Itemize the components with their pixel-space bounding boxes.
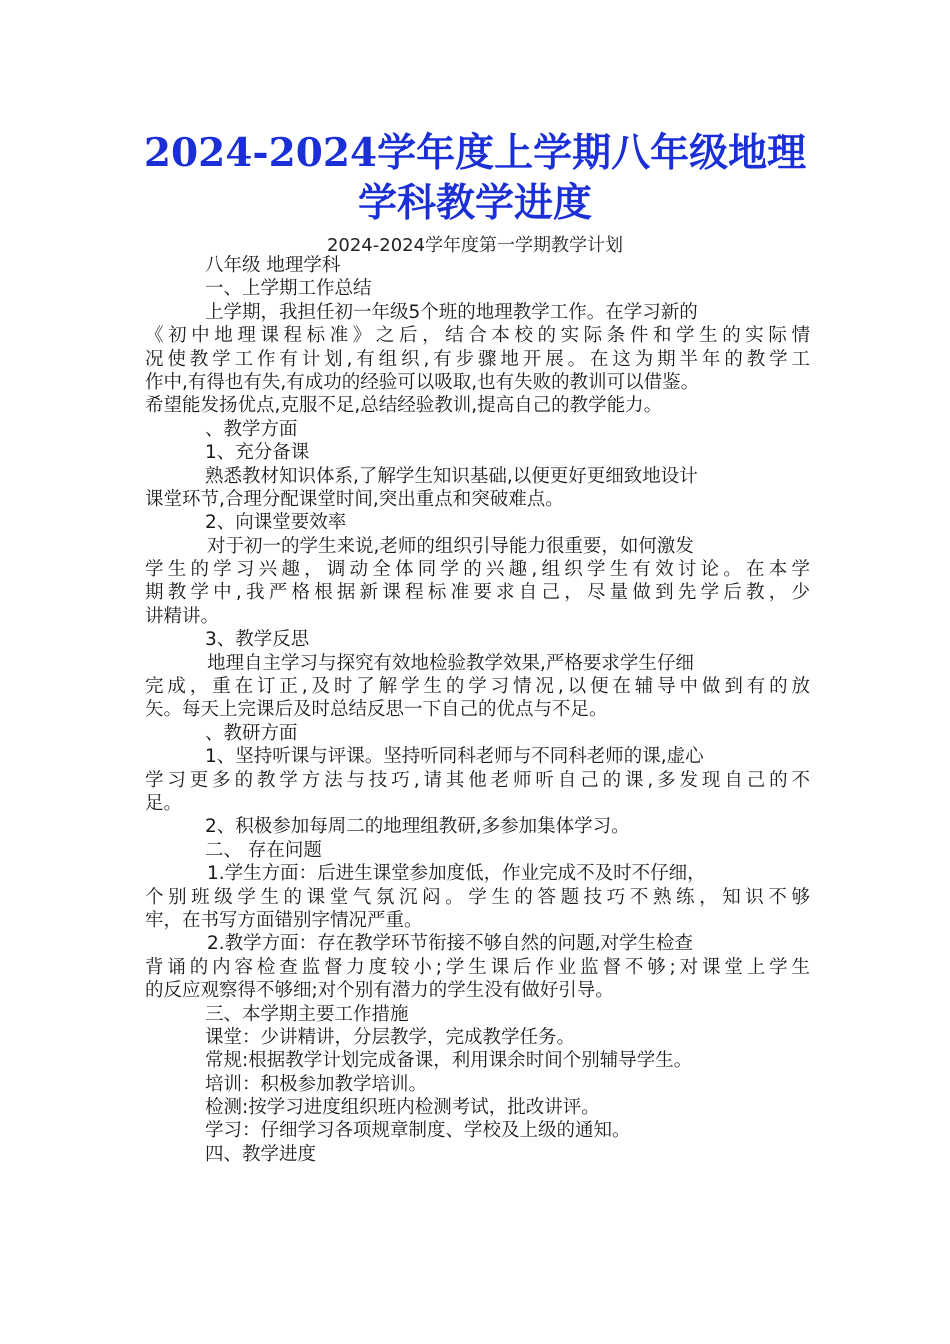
paragraph-line: 学生的学习兴趣，调动全体同学的兴趣,组织学生有效讨论。在本学 <box>145 559 810 581</box>
subsection-heading: 、教研方面 <box>205 722 298 744</box>
paragraph-line: 地理自主学习与探究有效地检验教学效果,严格要求学生仔细 <box>207 652 694 674</box>
paragraph-line: 足。 <box>145 792 183 814</box>
paragraph-line: 上学期，我担任初一年级5个班的地理教学工作。在学习新的 <box>205 301 698 323</box>
paragraph-line: 熟悉教材知识体系,了解学生知识基础,以便更好更细致地设计 <box>205 465 698 487</box>
paragraph-line: 1、坚持听课与评课。坚持听同科老师与不同科老师的课,虚心 <box>205 746 704 768</box>
measure-line: 课堂：少讲精讲，分层教学，完成教学任务。 <box>205 1026 576 1048</box>
section-heading-1: 一、上学期工作总结 <box>205 278 372 300</box>
paragraph-line: 期教学中,我严格根据新课程标准要求自己，尽量做到先学后教，少 <box>145 582 810 604</box>
paragraph-line: 对于初一的学生来说,老师的组织引导能力很重要，如何激发 <box>207 535 694 557</box>
document-body <box>145 254 810 1166</box>
paragraph-line: 牢，在书写方面错别字情况严重。 <box>145 909 423 931</box>
paragraph-line: 个别班级学生的课堂气氛沉闷。学生的答题技巧不熟练，知识不够 <box>145 886 810 908</box>
measure-line: 培训：积极参加教学培训。 <box>205 1073 428 1095</box>
paragraph-line: 2、积极参加每周二的地理组教研,多参加集体学习。 <box>205 816 630 838</box>
item-heading: 2、向课堂要效率 <box>205 512 347 534</box>
item-heading: 1、充分备课 <box>205 442 310 464</box>
section-heading-3: 三、本学期主要工作措施 <box>205 1003 409 1025</box>
paragraph-line: 《初中地理课程标准》之后，结合本校的实际条件和学生的实际情 <box>145 325 810 347</box>
section-heading-2: 二、 存在问题 <box>205 839 322 861</box>
paragraph-line: 况使教学工作有计划,有组织,有步骤地开展。在这为期半年的教学工 <box>145 348 810 370</box>
paragraph-line: 1.学生方面：后进生课堂参加度低，作业完成不及时不仔细， <box>207 863 706 885</box>
paragraph-line: 讲精讲。 <box>145 605 220 627</box>
paragraph-line: 2.教学方面：存在教学环节衔接不够自然的问题,对学生检查 <box>207 933 694 955</box>
measure-line: 检测:按学习进度组织班内检测考试，批改讲评。 <box>205 1097 600 1119</box>
paragraph-line: 希望能发扬优点,克服不足,总结经验教训,提高自己的教学能力。 <box>145 395 663 417</box>
title-line-1: 2024-2024学年度上学期八年级地理 <box>143 130 807 176</box>
paragraph-line: 课堂环节,合理分配课堂时间,突出重点和突破难点。 <box>145 488 564 510</box>
paragraph-line: 矢。每天上完课后及时总结反思一下自己的优点与不足。 <box>145 699 608 721</box>
document-subtitle: 2024-2024学年度第一学期教学计划 <box>326 235 624 256</box>
title-line-2: 学科教学进度 <box>357 180 592 226</box>
item-heading: 3、教学反思 <box>205 629 310 651</box>
measure-line: 常规:根据教学计划完成备课，利用课余时间个别辅导学生。 <box>205 1050 693 1072</box>
paragraph-line: 的反应观察得不够细;对个别有潜力的学生没有做好引导。 <box>145 980 614 1002</box>
document-title <box>125 128 825 228</box>
paragraph-line: 作中,有得也有失,有成功的经验可以吸取,也有失败的教训可以借鉴。 <box>145 371 700 393</box>
paragraph-line: 完成，重在订正,及时了解学生的学习情况,以便在辅导中做到有的放 <box>145 676 810 698</box>
grade-subject-line: 八年级 地理学科 <box>205 255 341 276</box>
paragraph-line: 学习更多的教学方法与技巧,请其他老师听自己的课,多发现自己的不 <box>145 769 810 791</box>
measure-line: 学习：仔细学习各项规章制度、学校及上级的通知。 <box>205 1120 631 1142</box>
paragraph-line: 背诵的内容检查监督力度较小;学生课后作业监督不够;对课堂上学生 <box>145 956 810 978</box>
subsection-heading: 、教学方面 <box>205 418 298 440</box>
section-heading-4: 四、教学进度 <box>205 1143 317 1165</box>
